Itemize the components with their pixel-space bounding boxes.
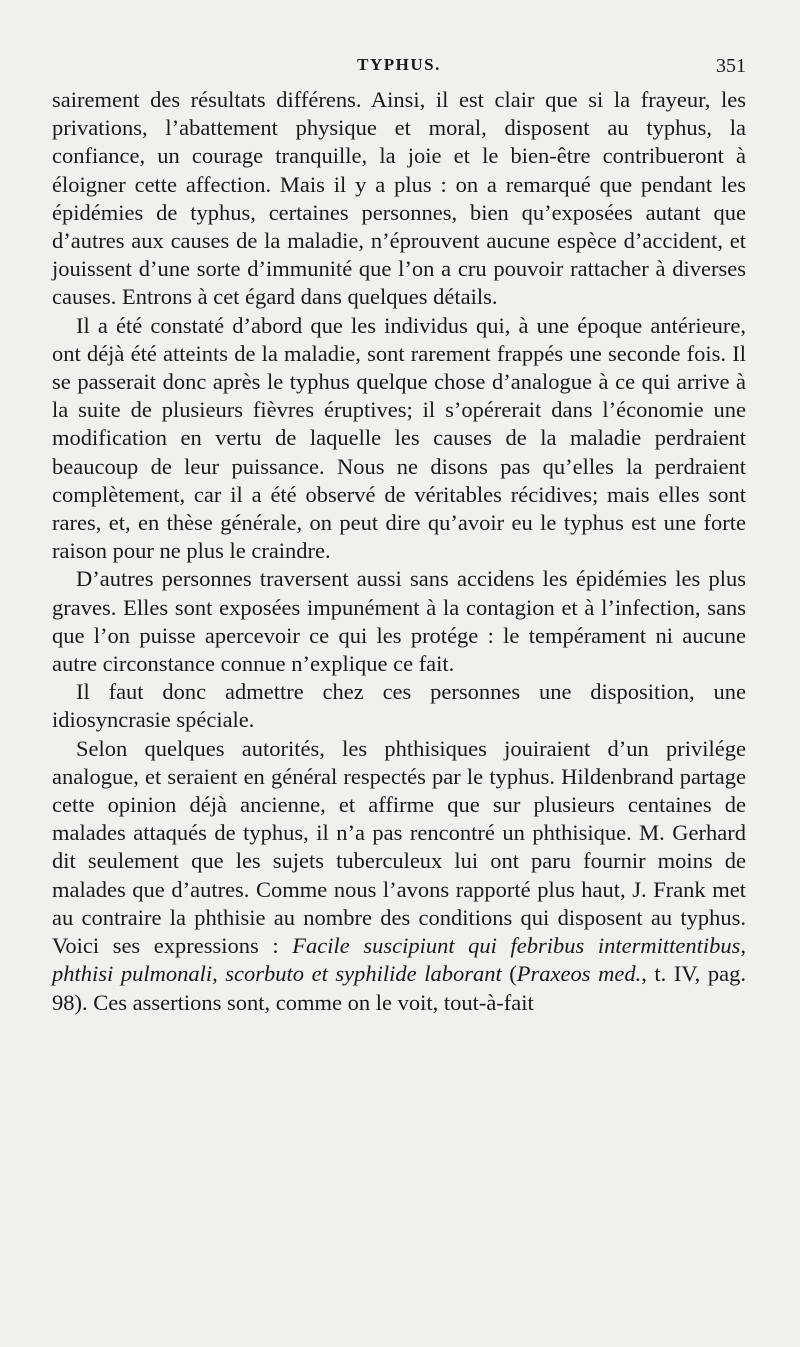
body-text	[52, 86, 746, 1017]
paragraph-5-text-before: Selon quelques autorités, les phthisiques jouiraient d’un privilége analogue, et seraient en général respectés par le typhus. Hildenbrand partage cette opinion déjà ancienne, et affirme que sur plusieurs centaines de malades attaqués de typhus, il n’a pas rencontré un phthisique. M. Gerhard dit seulement que les sujets tuberculeux lui ont paru fournir moins de malades que d’autres. Comme nous l’avons rapporté plus haut, J. Frank met au contraire la phthisie au nombre des conditions qui disposent au typhus. Voici ses expressions :	[52, 735, 746, 959]
latin-quotation: Facile suscipiunt qui febribus intermittentibus, phthisi pulmonali, scorbuto et syphilide laborant	[52, 933, 747, 987]
paragraph-3: D’autres personnes traversent aussi sans accidens les épidémies les plus graves. Elles sont exposées impunément à la contagion et à l’infection, sans que l’on puisse apercevoir ce qui les protége : le tempérament ni aucune autre circonstance connue n’explique ce fait.	[52, 566, 746, 677]
paragraph-4: Il faut donc admettre chez ces personnes une disposition, une idiosyncrasie spéciale.	[52, 679, 746, 733]
citation-title: Praxeos med.	[516, 961, 642, 987]
page-header	[52, 55, 746, 83]
running-title: TYPHUS.	[357, 55, 441, 74]
paragraph-1: sairement des résultats différens. Ainsi, il est clair que si la frayeur, les privations, l’abattement physique et moral, disposent au typhus, la confiance, un courage tranquille, la joie et le bien-être contribueront à éloigner cette affection. Mais il y a plus : on a remarqué que pendant les épidémies de typhus, certaines personnes, bien qu’exposées autant que d’autres aux causes de la maladie, n’éprouvent aucune espèce d’accident, et jouissent d’une sorte d’immunité que l’on a cru pouvoir rattacher à diverses causes. Entrons à cet égard dans quelques détails.	[52, 87, 746, 310]
paragraph-5	[52, 735, 746, 1017]
page-number: 351	[716, 55, 746, 77]
paragraph-5-text-middle: (	[501, 961, 517, 987]
paragraph-5-text-after: , t. IV, pag. 98). Ces assertions sont, comme on le voit, tout-à-fait	[52, 961, 746, 1015]
paragraph-2: Il a été constaté d’abord que les individus qui, à une époque antérieure, ont déjà été atteints de la maladie, sont rarement frappés une seconde fois. Il se passerait donc après le typhus quelque chose d’analogue à ce qui arrive à la suite de plusieurs fièvres éruptives; il s’opérerait dans l’économie une modification en vertu de laquelle les causes de la maladie perdraient beaucoup de leur puissance. Nous ne disons pas qu’elles la perdraient complètement, car il a été observé de véritables récidives; mais elles sont rares, et, en thèse générale, on peut dire qu’avoir eu le typhus est une forte raison pour ne plus le craindre.	[52, 312, 746, 564]
